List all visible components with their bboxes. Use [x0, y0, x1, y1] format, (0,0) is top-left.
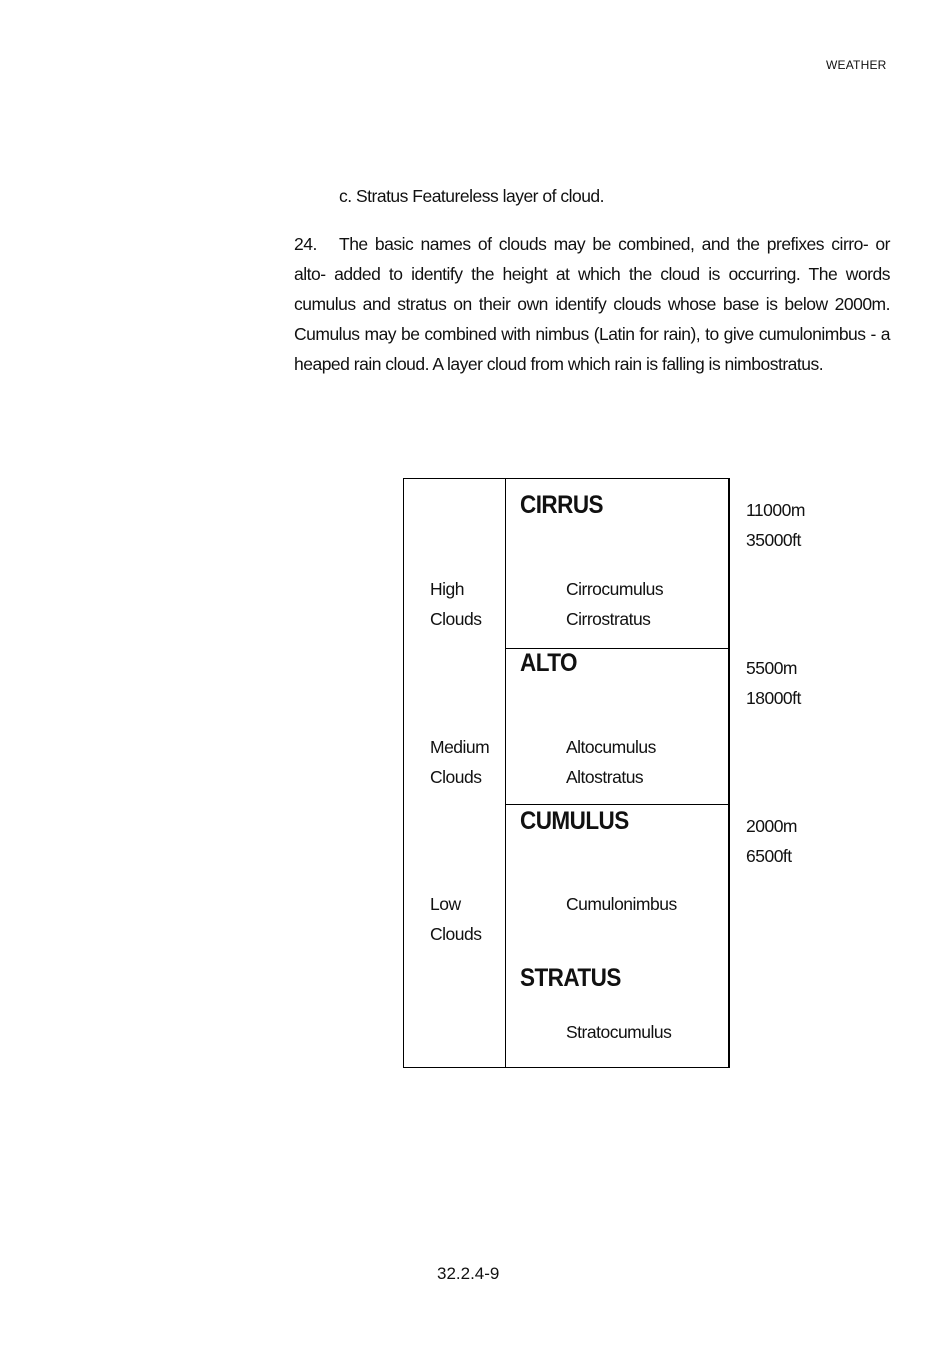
type-altocumulus: Altocumulus: [566, 737, 656, 757]
altitude-medium-ft: 18000ft: [746, 688, 801, 708]
level-label-medium-line1: Medium: [430, 737, 490, 757]
heading-cumulus: CUMULUS: [520, 807, 629, 835]
level-label-low: [430, 889, 481, 949]
level-label-medium: [430, 732, 489, 792]
altitude-high: [746, 495, 805, 555]
column-divider: [505, 479, 506, 1067]
type-cirrocumulus: Cirrocumulus: [566, 579, 664, 599]
level-label-high-line2: Clouds: [430, 609, 482, 629]
heading-alto: ALTO: [520, 649, 578, 677]
level-label-high-line1: High: [430, 579, 464, 599]
type-cirrostratus: Cirrostratus: [566, 609, 651, 629]
paragraph-text: The basic names of clouds may be combined, and the prefixes cirro- or alto- added to identify the height at which the cloud is occurring. The words cumulus and stratus on their own identify clouds whose base is below 2000m. Cumulus may be combined with nimbus (Latin for rain), to give cumulonimbus - a heaped rain cloud. A layer cloud from which rain is falling is nimbostratus.: [294, 234, 890, 374]
altitude-high-m: 11000m: [746, 500, 805, 520]
paragraph-number: 24.: [294, 234, 317, 254]
type-altostratus: Altostratus: [566, 767, 644, 787]
running-header: WEATHER: [826, 58, 887, 72]
level-label-medium-line2: Clouds: [430, 767, 482, 787]
altitude-medium: [746, 653, 801, 713]
level-label-low-line2: Clouds: [430, 924, 482, 944]
type-stratocumulus: Stratocumulus: [566, 1022, 672, 1042]
level-label-low-line1: Low: [430, 894, 461, 914]
heading-cirrus: CIRRUS: [520, 491, 604, 519]
cloud-level-diagram: [403, 478, 730, 1068]
altitude-high-ft: 35000ft: [746, 530, 801, 550]
page-number: 32.2.4-9: [437, 1264, 500, 1283]
paragraph-24: [294, 229, 890, 379]
level-label-high: [430, 574, 481, 634]
item-c-stratus: c. Stratus Featureless layer of cloud.: [339, 186, 605, 206]
altitude-low-ft: 6500ft: [746, 846, 792, 866]
band-divider-medium-low: [505, 804, 728, 805]
altitude-low: [746, 811, 797, 871]
altitude-medium-m: 5500m: [746, 658, 798, 678]
heading-stratus: STRATUS: [520, 964, 621, 992]
type-cumulonimbus: Cumulonimbus: [566, 894, 677, 914]
altitude-low-m: 2000m: [746, 816, 798, 836]
